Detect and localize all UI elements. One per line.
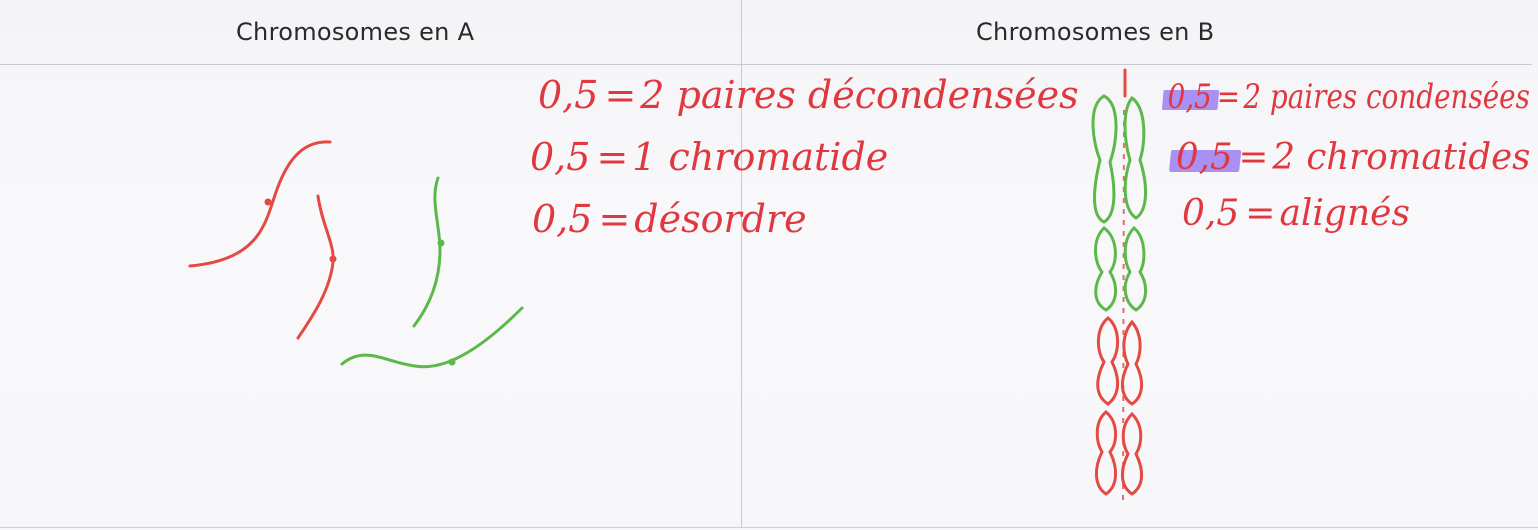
note-a-3-text: désordre xyxy=(634,197,807,241)
note-b-1-text: 2 paires condensées xyxy=(1243,77,1530,117)
points-a-2: 0,5 xyxy=(530,135,591,179)
annotation-a-2: 0,5 = 1 chromatide xyxy=(530,135,889,179)
points-b-1: 0,5 xyxy=(1167,77,1212,117)
condensed-green-chromosome-pair-2 xyxy=(1096,228,1146,310)
points-b-2: 0,5 xyxy=(1175,137,1233,178)
annotation-b-3: 0,5 = alignés xyxy=(1182,193,1410,234)
points-a-1: 0,5 xyxy=(538,73,599,117)
note-b-2-text: 2 chromatides xyxy=(1272,137,1531,178)
annotation-a-1: 0,5 = 2 paires décondensées xyxy=(538,73,1079,117)
points-a-3: 0,5 xyxy=(532,197,593,241)
note-a-1-text: 2 paires décondensées xyxy=(640,73,1079,117)
column-header-b: Chromosomes en B xyxy=(976,18,1215,46)
decondensed-red-chromosome-2 xyxy=(298,196,337,338)
annotation-b-1: 0,5 =2 paires condensées xyxy=(1167,77,1530,117)
condensed-red-chromosome-pair-1 xyxy=(1098,318,1142,404)
points-b-3: 0,5 xyxy=(1182,193,1240,234)
condensed-red-chromosome-pair-2 xyxy=(1096,412,1141,494)
decondensed-red-chromosome-1 xyxy=(190,142,330,266)
condensed-green-chromosome-pair-1 xyxy=(1093,96,1146,222)
decondensed-green-chromosome-2 xyxy=(342,308,522,367)
annotation-b-2: 0,5 = 2 chromatides xyxy=(1175,137,1531,178)
column-header-a: Chromosomes en A xyxy=(236,18,475,46)
note-b-3-text: alignés xyxy=(1279,193,1410,234)
note-a-2-text: 1 chromatide xyxy=(632,135,889,179)
decondensed-green-chromosome-1 xyxy=(414,178,445,326)
annotation-a-3: 0,5 = désordre xyxy=(532,197,807,241)
